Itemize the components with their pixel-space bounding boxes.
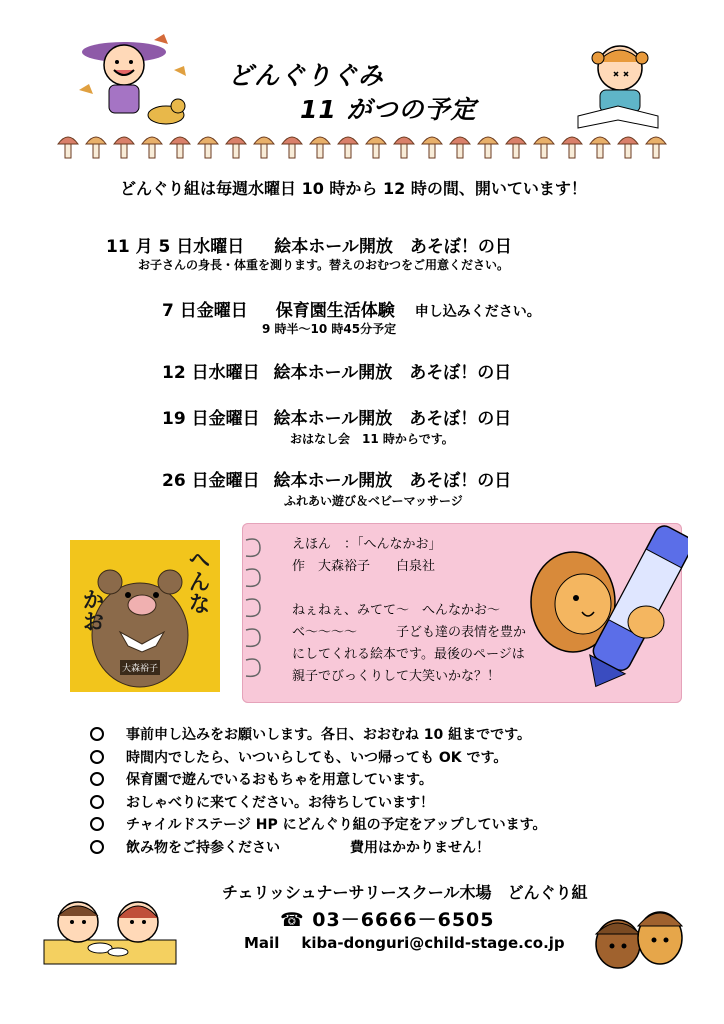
book-line: ベ～～～～ 子ども達の表情を豊か [292,625,527,640]
mushroom-icon [618,137,638,158]
email-link[interactable]: kiba-donguri@child-stage.co.jp [301,934,565,952]
title-line-1: どんぐりぐみ [228,61,385,90]
title-line-2: 11 がつの予定 [300,95,477,124]
event-title: 絵本ホール開放 あそぼ！の日 [273,409,512,429]
event-date: 7 日金曜日 [162,301,248,321]
phone-number: ☎ 03－6666－6505 [280,909,495,931]
event-3 [162,358,511,383]
organization-name: チェリッシュナーサリースクール木場 どんぐり組 [222,883,588,902]
book-cover-author: 大森裕子 [120,660,160,675]
event-1 [106,232,512,257]
list-item: 保育園で遊んでいるおもちゃを用意しています。 [90,768,547,791]
mushroom-icon [422,137,442,158]
event-title: 絵本ホール開放 あそぼ！の日 [274,237,512,257]
event-4 [162,404,511,429]
notice-list [90,723,547,858]
event-5 [162,466,511,491]
mushroom-icon [366,137,386,158]
mushroom-icon [450,137,470,158]
circle-bullet-icon [90,840,104,854]
mushroom-icon [114,137,134,158]
book-line: ねぇねぇ、みてて～ へんなかお～ [292,603,501,618]
event-2 [162,296,541,321]
spiral-binding [244,536,274,696]
book-cover [70,540,220,692]
mushroom-icon [534,137,554,158]
mushroom-icon [394,137,414,158]
book-cover-title-left: かお [79,588,104,632]
event-title: 保育園生活体験 [275,301,395,321]
mail-label: Mail [244,934,280,952]
event-sub: お子さんの身長・体重を測ります。替えのおむつをご用意ください。 [138,258,510,272]
book-line: 親子でびっくりして大笑いかな？！ [292,669,501,684]
event-date: 19 日金曜日 [162,409,260,429]
mushroom-icon [478,137,498,158]
mushroom-icon [58,137,78,158]
mushroom-icon [142,137,162,158]
mushroom-icon [226,137,246,158]
circle-bullet-icon [90,817,104,831]
list-item: チャイルドステージ HP にどんぐり組の予定をアップしています。 [90,813,547,836]
mushroom-icon [590,137,610,158]
circle-bullet-icon [90,772,104,786]
mushroom-icon [310,137,330,158]
event-date: 12 日水曜日 [162,363,260,383]
event-sub: ふれあい遊び＆ベビーマッサージ [284,494,463,508]
list-item: 飲み物をご持参ください 費用はかかりません！ [90,836,547,859]
mushroom-icon [282,137,302,158]
book-line: えほん ：「へんなかお」 [292,537,442,552]
girl-with-dog-illustration [74,30,194,130]
book-line [292,578,526,600]
mushroom-icon [86,137,106,158]
mushroom-icon [338,137,358,158]
email-line [244,934,565,952]
event-date: 26 日金曜日 [162,471,260,491]
lion-crayon-illustration [528,512,688,702]
intro-text: どんぐり組は毎週水曜日 10 時から 12 時の間、開いています！ [120,179,587,198]
mushroom-icon [170,137,190,158]
event-date: 11 月 5 日水曜日 [106,237,245,257]
circle-bullet-icon [90,727,104,741]
kids-eating-illustration [40,896,180,968]
mushroom-icon [562,137,582,158]
book-line: 作 大森裕子 白泉社 [292,559,436,574]
acorns-illustration [590,894,690,974]
event-note: 申し込みください。 [414,304,541,320]
mushroom-icon [198,137,218,158]
mushroom-border [50,128,670,164]
book-description [292,534,526,688]
mushroom-icon [646,137,666,158]
book-cover-title-right: へんな [185,548,210,614]
event-sub: おはなし会 11 時からです。 [290,432,454,446]
list-item: 時間内でしたら、いついらしても、いつ帰っても OK です。 [90,746,547,769]
event-title: 絵本ホール開放 あそぼ！の日 [273,471,512,491]
event-sub: 9 時半～10 時45分予定 [262,322,397,336]
circle-bullet-icon [90,795,104,809]
circle-bullet-icon [90,750,104,764]
event-title: 絵本ホール開放 あそぼ！の日 [273,363,512,383]
book-line: にしてくれる絵本です。最後のページは [292,647,525,662]
list-item: 事前申し込みをお願いします。各日、おおむね 10 組までです。 [90,723,547,746]
list-item: おしゃべりに来てください。お待ちしています！ [90,791,547,814]
girl-reading-illustration [568,36,668,132]
mushroom-icon [254,137,274,158]
mushroom-icon [506,137,526,158]
